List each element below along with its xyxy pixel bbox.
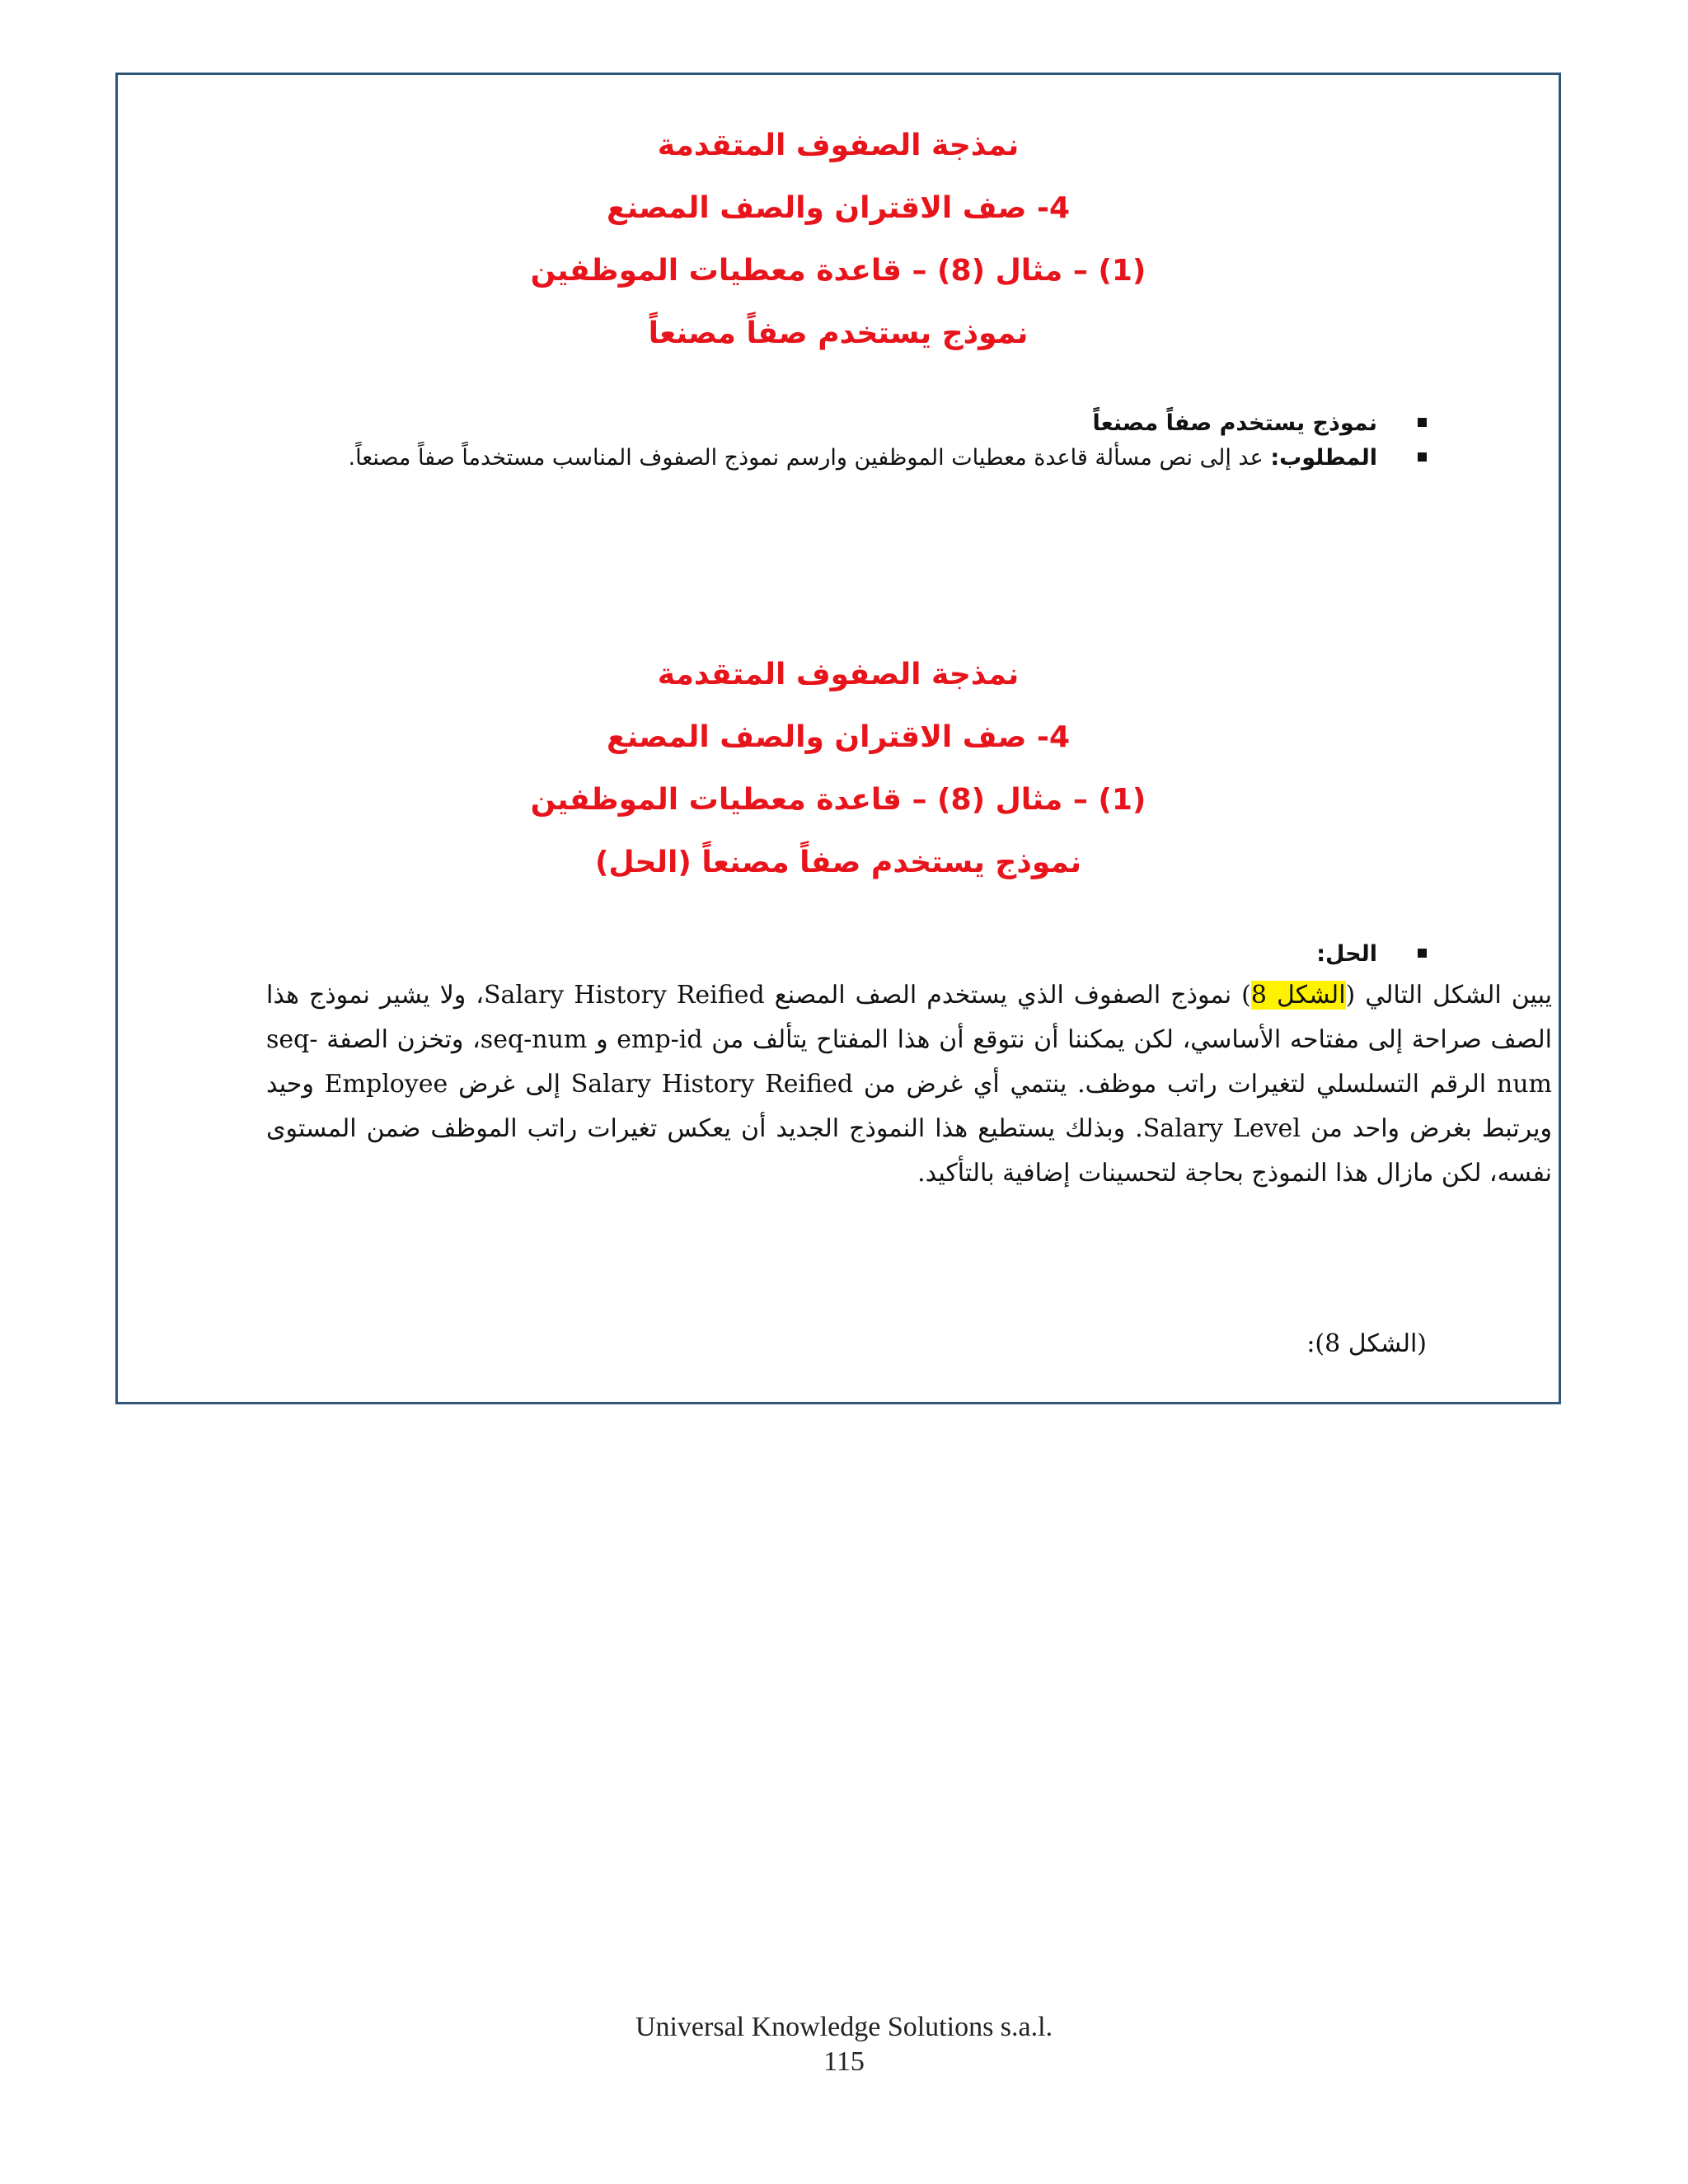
section1-title-line-1: نمذجة الصفوف المتقدمة bbox=[657, 129, 1020, 162]
section1-title-line-2: 4- صف الاقتران والصف المصنع bbox=[606, 191, 1070, 225]
bullet-square-icon bbox=[1418, 949, 1427, 958]
required-text: عد إلى نص مسألة قاعدة معطيات الموظفين وارسم نموذج الصفوف المناسب مستخدماً صفاً مصنعاً. bbox=[348, 445, 1271, 471]
figure-reference-highlight: الشكل 8 bbox=[1250, 981, 1346, 1010]
content-frame bbox=[115, 73, 1561, 1404]
section2-title bbox=[118, 644, 1559, 894]
footer-page-number: 115 bbox=[823, 2046, 865, 2077]
bullet-solution bbox=[1316, 939, 1427, 970]
section1-bullets bbox=[349, 408, 1428, 474]
bullet-model bbox=[349, 408, 1428, 439]
section1-title-line-3: (1) – مثال (8) – قاعدة معطيات الموظفين bbox=[530, 254, 1146, 288]
section2-title-line-4: نموذج يستخدم صفاً مصنعاً (الحل) bbox=[594, 846, 1082, 879]
section1-title bbox=[118, 115, 1559, 365]
required-label: المطلوب: bbox=[1270, 445, 1377, 471]
section1-title-line-4: نموذج يستخدم صفاً مصنعاً bbox=[648, 316, 1029, 350]
bullet-square-icon bbox=[1418, 418, 1427, 427]
footer-company: Universal Knowledge Solutions s.a.l. bbox=[635, 2012, 1053, 2042]
para-text-before: يبين الشكل التالي ( bbox=[1345, 981, 1553, 1010]
bullet-required bbox=[349, 443, 1428, 474]
section2-title-line-1: نمذجة الصفوف المتقدمة bbox=[657, 658, 1020, 691]
solution-paragraph bbox=[266, 973, 1552, 1196]
solution-bullet bbox=[1316, 939, 1427, 970]
para-text-after: ) نموذج الصفوف الذي يستخدم الصف المصنع Salary History Reified، ولا يشير نموذج هذا الصف صراحة إلى مفتاحه الأساسي، لكن يمكننا أن نتوقع أن هذا المفتاح يتألف من emp-id و seq-num، وتخزن الصفة seq-num الرقم التسلسلي لتغيرات راتب موظف. ينتمي أي غرض من Salary History Reified إلى غرض Employee وحيد ويرتبط بغرض واحد من Salary Level. وبذلك يستطيع هذا النموذج الجديد أن يعكس تغيرات راتب الموظف ضمن المستوى نفسه، لكن مازال هذا النموذج بحاجة لتحسينات إضافية بالتأكيد. bbox=[266, 981, 1553, 1188]
section2-title-line-3: (1) – مثال (8) – قاعدة معطيات الموظفين bbox=[530, 783, 1146, 817]
bullet-square-icon bbox=[1418, 452, 1427, 462]
solution-label: الحل: bbox=[1316, 941, 1377, 967]
section2-title-line-2: 4- صف الاقتران والصف المصنع bbox=[606, 720, 1070, 754]
bullet-model-text: نموذج يستخدم صفاً مصنعاً bbox=[1092, 410, 1377, 436]
figure-caption: (الشكل 8): bbox=[1306, 1329, 1427, 1358]
